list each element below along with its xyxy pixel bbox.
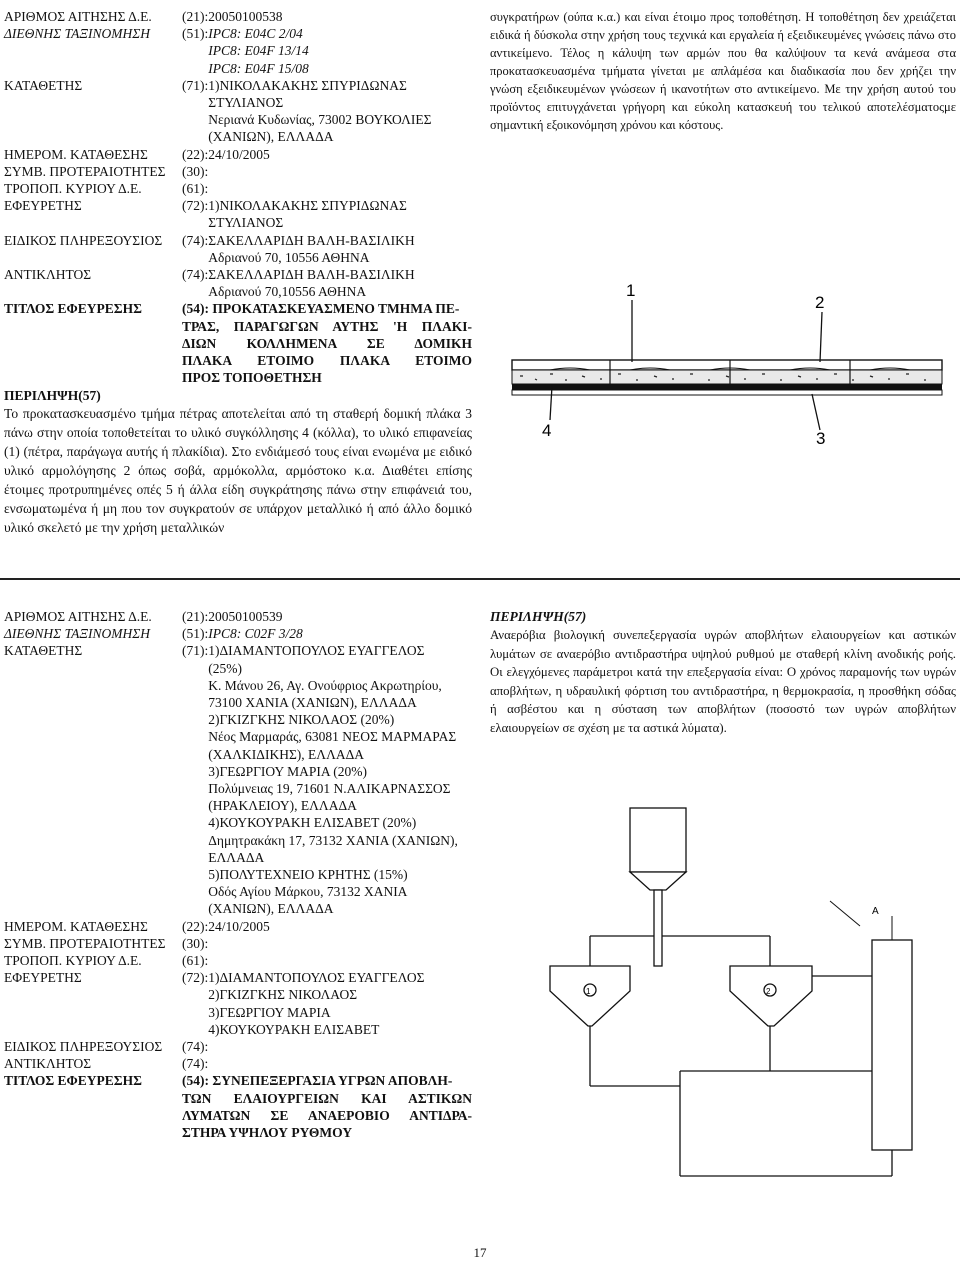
adhesive-layer [512, 370, 942, 384]
invention-title [182, 300, 472, 386]
field-lines [208, 25, 309, 77]
field-line: 3)ΓΕΩΡΓΙΟΥ ΜΑΡΙΑ [208, 1004, 331, 1020]
diagram-label-a: A [872, 906, 879, 917]
field-lines [208, 642, 458, 917]
meta-row [4, 918, 472, 935]
title-line: ΛΥΜΑΤΩΝ ΣΕ ΑΝΑΕΡΟΒΙΟ ΑΝΤΙΔΡΑ- [182, 1107, 472, 1123]
abstract-heading: ΠΕΡΙΛΗΨΗ(57) [4, 388, 101, 404]
field-line: 1)ΝΙΚΟΛΑΚΑΚΗΣ ΣΠΥΡΙΔΩΝΑΣ [208, 77, 407, 93]
field-line: (ΧΑΝΙΩΝ), ΕΛΛΑΔΑ [208, 129, 334, 145]
field-line: (ΧΑΛΚΙΔΙΚΗΣ), ΕΛΛΑΔΑ [208, 746, 365, 762]
invention-title [182, 1072, 472, 1141]
field-line: Οδός Αγίου Μάρκου, 73132 ΧΑΝΙΑ [208, 884, 408, 900]
title-line: ΔΙΩΝ ΚΟΛΛΗΜΕΝΑ ΣΕ ΔΟΜΙΚΗ [182, 335, 472, 351]
field-line: 24/10/2005 [208, 146, 270, 162]
field-code: (72): [182, 198, 209, 214]
field-line: Νεριανά Κυδωνίας, 73002 ΒΟΥΚΟΛΙΕΣ [208, 112, 432, 128]
meta-row [4, 163, 472, 180]
title-line: ΣΤΗΡΑ ΥΨΗΛΟΥ ΡΥΘΜΟΥ [182, 1125, 353, 1141]
field-line: 1)ΔΙΑΜΑΝΤΟΠΟΥΛΟΣ ΕΥΑΓΓΕΛΟΣ [208, 970, 425, 986]
meta-row [4, 935, 472, 952]
field-label: ΕΙΔΙΚΟΣ ΠΛΗΡΕΞΟΥΣΙΟΣ [4, 232, 163, 248]
field-label: ΔΙΕΘΝΗΣ ΤΑΞΙΝΟΜΗΣΗ [4, 26, 150, 42]
field-value [182, 1038, 472, 1055]
field-code: (74): [182, 1056, 209, 1072]
field-value [182, 232, 472, 266]
field-lines [208, 8, 282, 25]
field-line: 24/10/2005 [208, 918, 270, 934]
field-line: 73100 ΧΑΝΙΑ (ΧΑΝΙΩΝ), ΕΛΛΑΔΑ [208, 695, 417, 711]
record-1-right-column [490, 8, 956, 448]
field-code: (74): [182, 267, 209, 283]
field-lines [208, 77, 431, 146]
field-lines [208, 197, 407, 231]
field-line: ΣΑΚΕΛΛΑΡΙΔΗ ΒΑΛΗ-ΒΑΣΙΛΙΚΗ [208, 267, 415, 283]
meta-row [4, 266, 472, 300]
field-label: ΑΝΤΙΚΛΗΤΟΣ [4, 267, 92, 283]
field-line: 20050100539 [208, 609, 283, 624]
meta-row [4, 25, 472, 77]
field-line: 1)ΝΙΚΟΛΑΚΑΚΗΣ ΣΠΥΡΙΔΩΝΑΣ [208, 198, 407, 214]
abstract-heading: ΠΕΡΙΛΗΨΗ(57) [490, 609, 587, 624]
field-value [182, 935, 472, 952]
field-lines [208, 232, 414, 266]
field-lines [208, 625, 303, 642]
field-value [182, 25, 472, 77]
title-label: ΤΙΤΛΟΣ ΕΦΕΥΡΕΣΗΣ [4, 1073, 142, 1089]
record-2-right-column [490, 608, 956, 996]
field-label: ΗΜΕΡΟΜ. ΚΑΤΑΘΕΣΗΣ [4, 918, 148, 934]
field-code: (51): [182, 626, 209, 642]
field-line: IPC8: E04F 15/08 [208, 60, 309, 76]
structural-plate [512, 384, 942, 395]
field-code: (61): [182, 181, 209, 197]
meta-row [4, 197, 472, 231]
diagram-label-2: 2 [766, 987, 771, 996]
field-value [182, 969, 472, 1038]
meta-row [4, 180, 472, 197]
field-label: ΕΙΔΙΚΟΣ ΠΛΗΡΕΞΟΥΣΙΟΣ [4, 1039, 163, 1055]
field-value [182, 1055, 472, 1072]
field-lines [208, 608, 282, 625]
diagram-label-1: 1 [586, 987, 591, 996]
page-number: 17 [473, 1245, 487, 1260]
figure-label-3: 3 [816, 429, 826, 448]
field-line: 4)ΚΟΥΚΟΥΡΑΚΗ ΕΛΙΣΑΒΕΤ [208, 1021, 380, 1037]
field-code: (71): [182, 77, 209, 93]
field-code: (30): [182, 163, 209, 179]
meta-row [4, 952, 472, 969]
field-value [182, 266, 472, 300]
field-line: Αδριανού 70,10556 ΑΘΗΝΑ [208, 284, 367, 300]
record-2-left-column [4, 608, 472, 1141]
field-code: (30): [182, 935, 209, 951]
record-divider [0, 578, 960, 580]
field-line: 5)ΠΟΛΥΤΕΧΝΕΙΟ ΚΡΗΤΗΣ (15%) [208, 867, 408, 883]
field-line: ΕΛΛΑΔΑ [208, 849, 265, 865]
field-code: (21): [182, 609, 209, 624]
field-code: (51): [182, 26, 209, 42]
patent-record-1 [0, 0, 960, 560]
title-line: ΠΛΑΚΑ ΕΤΟΙΜΟ ΠΛΑΚΑ ΕΤΟΙΜΟ [182, 353, 472, 369]
field-label: ΑΡΙΘΜΟΣ ΑΙΤΗΣΗΣ Δ.Ε. [4, 9, 152, 24]
field-label: ΣΥΜΒ. ΠΡΟΤΕΡΑΙΟΤΗΤΕΣ [4, 935, 166, 951]
field-label: ΚΑΤΑΘΕΤΗΣ [4, 77, 83, 93]
field-line: Πολύμνειας 19, 71601 Ν.ΑΛΙΚΑΡΝΑΣΣΟΣ [208, 781, 451, 797]
reactor-column [872, 940, 912, 1150]
field-value [182, 77, 472, 146]
reactor-diagram [480, 786, 950, 1206]
meta-row [4, 625, 472, 642]
abstract-text: Το προκατασκευασμένο τμήμα πέτρας αποτελείται από τη σταθερή δομική πλάκα 3 πάνω στην οποία τοποθετείται το υλικό συγκόλλησης 4 (κόλλα), το υλικό επιφανείας (1) (πέτρα, παράγωγα αυτής ή πλακίδια). Στο ενδιάμεσό τους είναι ενωμένα με ειδικό υλικό αρμολόγησης 2 όπως σοβά, αρμόκολλα, αρμόστοκο κ.α. Διαθέτει επίσης έτοιμες προτρυπημένες οπές 5 ή άλλα είδη συγκράτησης πάνω στην επιφάνειά του, ενσωματωμένα ή μη που τον συγκρατούν σε υπάρχον μεταλλικό ή από άλλο δομικό υλικό σκελετό με την χρήση μεταλλικών [4, 406, 472, 536]
field-label: ΑΝΤΙΚΛΗΤΟΣ [4, 1056, 92, 1072]
field-line: 2)ΓΚΙΖΓΚΗΣ ΝΙΚΟΛΑΟΣ [208, 987, 358, 1003]
field-value [182, 952, 472, 969]
meta-row [4, 608, 472, 625]
field-value [182, 918, 472, 935]
meta-row [4, 8, 472, 25]
record-1-left-column [4, 8, 472, 537]
meta-row [4, 77, 472, 146]
field-line: ΣΑΚΕΛΛΑΡΙΔΗ ΒΑΛΗ-ΒΑΣΙΛΙΚΗ [208, 232, 415, 248]
field-line: IPC8: E04F 13/14 [208, 43, 309, 59]
title-label: ΤΙΤΛΟΣ ΕΦΕΥΡΕΣΗΣ [4, 301, 142, 317]
hopper [630, 808, 686, 872]
field-line: IPC8: E04C 2/04 [208, 26, 303, 42]
field-line: Αδριανού 70, 10556 ΑΘΗΝΑ [208, 249, 370, 265]
patent-record-2 [0, 600, 960, 1240]
field-lines [208, 146, 270, 163]
field-label: ΣΥΜΒ. ΠΡΟΤΕΡΑΙΟΤΗΤΕΣ [4, 163, 166, 179]
title-code: (54): [182, 1073, 209, 1089]
field-value [182, 146, 472, 163]
field-code: (22): [182, 146, 209, 162]
field-lines [208, 266, 414, 300]
field-label: ΤΡΟΠΟΠ. ΚΥΡΙΟΥ Δ.Ε. [4, 181, 142, 197]
field-line: Δημητρακάκη 17, 73132 ΧΑΝΙΑ (ΧΑΝΙΩΝ), [208, 832, 458, 848]
abstract-continuation: συγκρατήρων (ούπα κ.α.) και είναι έτοιμο προς τοποθέτηση. Η τοποθέτηση δεν χρειάζεται ειδικά ή δύσκολα στην χρήση τους τεχνικά και εργαλεία ή εξειδικευμένες γνώσεις πάνω στο αντικείμενο. Τέλος η κάλυψη των αρμών που θα καλύψουν τα κενά ανάμεσα στα προκατασκευασμένα τμήματα γίνεται με απλάμέσα και διαδικασία που δεν χρήζει την γνώση εξειδικευμένων γνώσεων ή ικανοτήτων στο αντικείμενο. Με την χρήση αυτού του προϊόντος επιτυγχάνεται γρήγορη και εύκολη κατασκευή του τελικού αποτελέσματοςμε σημαντική εξοικονόμηση χρόνου και κόστους. [490, 10, 956, 132]
field-code: (74): [182, 1039, 209, 1055]
field-line: ΣΤΥΛΙΑΝΟΣ [208, 215, 284, 231]
title-line: ΤΩΝ ΕΛΑΙΟΥΡΓΕΙΩΝ ΚΑΙ ΑΣΤΙΚΩΝ [182, 1090, 472, 1106]
stone-panel-figure [490, 270, 950, 470]
title-line: ΤΡΑΣ, ΠΑΡΑΓΩΓΩΝ ΑΥΤΗΣ 'Η ΠΛΑΚΙ- [182, 318, 472, 334]
field-lines [208, 969, 424, 1038]
field-code: (22): [182, 918, 209, 934]
field-code: (74): [182, 232, 209, 248]
field-label: ΚΑΤΑΘΕΤΗΣ [4, 643, 83, 659]
record-1-fields [4, 8, 472, 300]
field-line: (ΗΡΑΚΛΕΙΟΥ), ΕΛΛΑΔΑ [208, 798, 357, 814]
field-line: 3)ΓΕΩΡΓΙΟΥ ΜΑΡΙΑ (20%) [208, 763, 367, 779]
title-line: ΠΡΟΣ ΤΟΠΟΘΕΤΗΣΗ [182, 370, 322, 386]
field-label: ΔΙΕΘΝΗΣ ΤΑΞΙΝΟΜΗΣΗ [4, 626, 150, 642]
meta-row [4, 232, 472, 266]
record-1-title-row [4, 300, 472, 386]
figure-label-2: 2 [815, 293, 825, 312]
field-value [182, 8, 472, 25]
field-line: 1)ΔΙΑΜΑΝΤΟΠΟΥΛΟΣ ΕΥΑΓΓΕΛΟΣ [208, 643, 425, 659]
meta-row [4, 146, 472, 163]
title-code: (54): [182, 301, 209, 317]
field-label: ΕΦΕΥΡΕΤΗΣ [4, 198, 82, 214]
title-line: ΠΡΟΚΑΤΑΣΚΕΥΑΣΜΕΝΟ ΤΜΗΜΑ ΠΕ- [212, 301, 460, 317]
field-label: ΤΡΟΠΟΠ. ΚΥΡΙΟΥ Δ.Ε. [4, 953, 142, 969]
field-value [182, 608, 472, 625]
field-line: (ΧΑΝΙΩΝ), ΕΛΛΑΔΑ [208, 901, 334, 917]
figure-label-4: 4 [542, 421, 552, 440]
meta-row [4, 642, 472, 917]
record-2-title-row [4, 1072, 472, 1141]
field-code: (71): [182, 643, 209, 659]
abstract-text: Αναερόβια βιολογική συνεπεξεργασία υγρών αποβλήτων ελαιουργείων και αστικών λυμάτων σε αναερόβιο αντιδραστήρα υψηλού ρυθμού με σταθερή κλίνη ανοδικής ροής. Οι ελεγχόμενες παράμετροι κατά την επεξεργασία είναι: Ο χρόνος παραμονής των υγρών αποβλήτων, η υδραυλική φόρτιση του αντιδραστήρα, η θερμοκρασία, η προσθήκη σόδας ή ασβέστου και η σύσταση των αποβλήτων (ποσοστό των υγρών αποβλήτων ελαιουργείων σε σχέση με τα αστικά λύματα). [490, 628, 956, 735]
field-line: ΣΤΥΛΙΑΝΟΣ [208, 95, 284, 111]
field-code: (21): [182, 9, 209, 24]
meta-row [4, 969, 472, 1038]
field-value [182, 180, 472, 197]
meta-row [4, 1038, 472, 1055]
field-label: ΕΦΕΥΡΕΤΗΣ [4, 970, 82, 986]
title-line: ΣΥΝΕΠΕΞΕΡΓΑΣΙΑ ΥΓΡΩΝ ΑΠΟΒΛΗ- [212, 1073, 453, 1089]
field-line: 4)ΚΟΥΚΟΥΡΑΚΗ ΕΛΙΣΑΒΕΤ (20%) [208, 815, 417, 831]
field-value [182, 625, 472, 642]
field-line: IPC8: C02F 3/28 [208, 626, 303, 642]
field-code: (61): [182, 953, 209, 969]
field-line: 20050100538 [208, 9, 283, 24]
field-value [182, 642, 472, 917]
record-2-fields [4, 608, 472, 1072]
field-code: (72): [182, 970, 209, 986]
field-label: ΑΡΙΘΜΟΣ ΑΙΤΗΣΗΣ Δ.Ε. [4, 609, 152, 624]
meta-row [4, 1055, 472, 1072]
field-value [182, 197, 472, 231]
field-label: ΗΜΕΡΟΜ. ΚΑΤΑΘΕΣΗΣ [4, 146, 148, 162]
field-line: Κ. Μάνου 26, Αγ. Ονούφριος Ακρωτηρίου, [208, 677, 442, 693]
field-value [182, 163, 472, 180]
field-line: 2)ΓΚΙΖΓΚΗΣ ΝΙΚΟΛΑΟΣ (20%) [208, 712, 395, 728]
field-line: (25%) [208, 660, 242, 676]
figure-label-1: 1 [626, 281, 636, 300]
field-lines [208, 918, 270, 935]
field-line: Νέος Μαρμαράς, 63081 ΝΕΟΣ ΜΑΡΜΑΡΑΣ [208, 729, 457, 745]
